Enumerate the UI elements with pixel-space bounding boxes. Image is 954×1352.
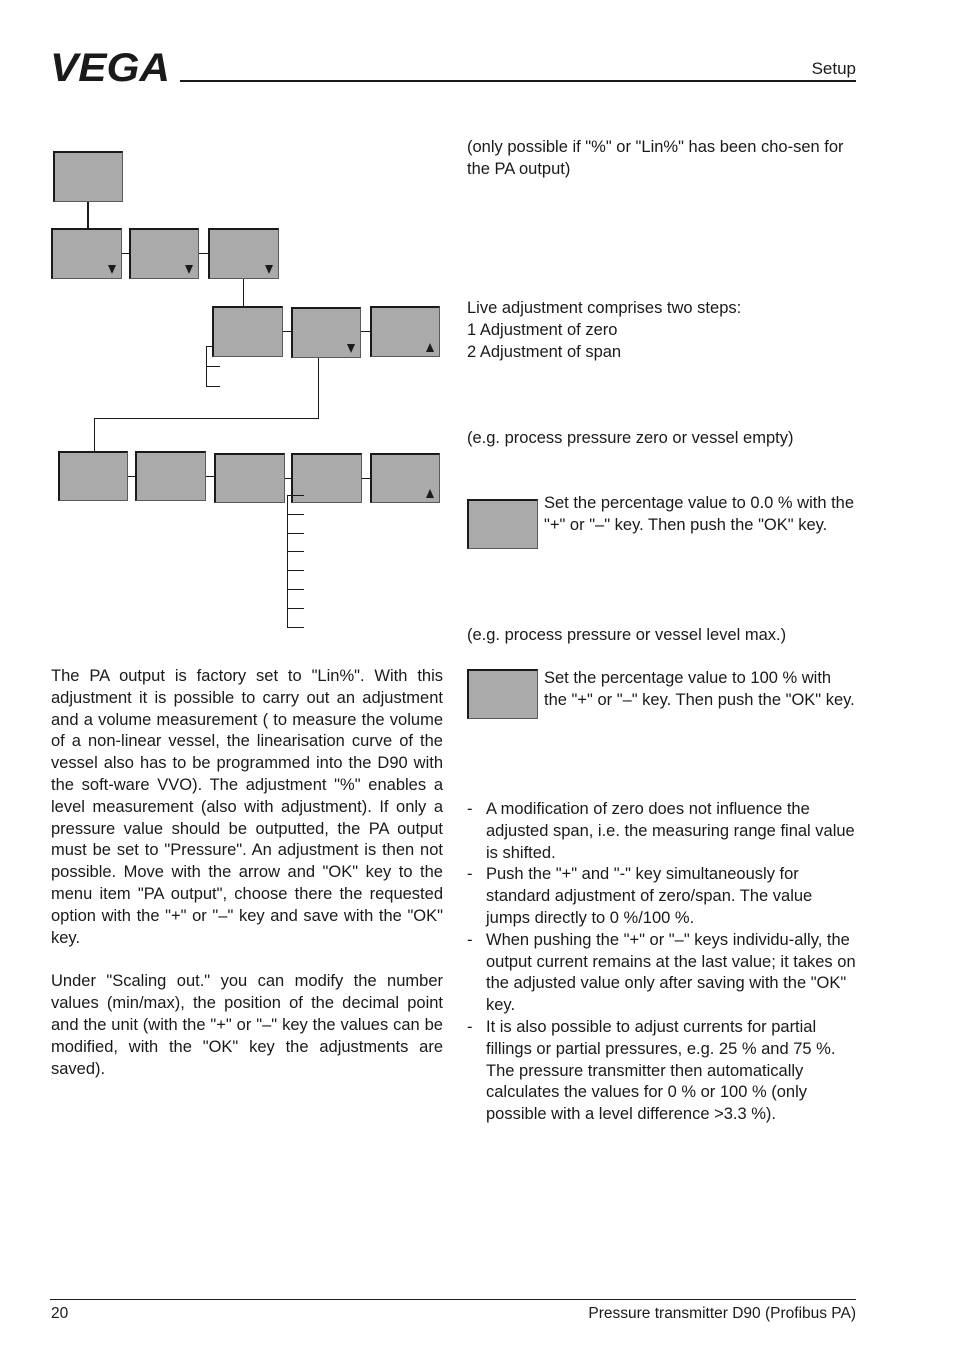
- footer-rule: [50, 1299, 856, 1300]
- menu-box-r2-2: [291, 307, 361, 358]
- span-instruction: Set the percentage value to 100 % with the "+" or "–" key. Then push the "OK" key.: [544, 669, 855, 709]
- span-example: (e.g. process pressure or vessel level max.): [467, 626, 787, 644]
- pa-output-paragraph: The PA output is factory set to "Lin%". With this adjustment it is possible to carry out an adjustment and a volume measurement ( to measure the volume of a non-linear vessel, the linearisation curve of the vessel also has to be programmed into the D90 with the soft-ware VVO). The adjustment "%" enables a level measurement (also with adjustment). If only a pressure value should be outputted, the PA output must be set to "Pressure". An adjustment is then not possible. Move with the arrow and "OK" key to the menu item "PA output", choose there the requested option with the "+" or "–" key and save with the "OK" key.: [51, 667, 443, 947]
- left-column: [51, 666, 443, 1080]
- notes-list: [467, 799, 857, 1126]
- list-item: - It is also possible to adjust currents for partial fillings or partial pressures, e.g. 25 % and 75 %. The pressure transmitter then automatically calculates the values for 0 % or 100 % (only possible with a level difference >3.3 %).: [467, 1017, 836, 1124]
- menu-box-r1-3: [208, 228, 279, 279]
- live-adjustment-intro: Live adjustment comprises two steps:: [467, 299, 742, 317]
- menu-box-r3-1: [58, 451, 128, 501]
- step-span: 2 Adjustment of span: [467, 342, 622, 361]
- menu-box-r1-2: [129, 228, 199, 279]
- menu-box-r1-1: [51, 228, 122, 279]
- menu-box-zero: [467, 499, 538, 549]
- scaling-paragraph: Under "Scaling out." you can modify the number values (min/max), the position of the decimal point and the unit (with the "+" or "–" key the values can be modified, with the "OK" key the adjustments are saved).: [51, 972, 443, 1078]
- list-item: - Push the "+" and "-" key simultaneously for standard adjustment of zero/span. The value jumps directly to 0 %/100 %.: [467, 865, 813, 927]
- arrow-down-icon: [108, 265, 116, 274]
- menu-box-r3-2: [135, 451, 206, 501]
- menu-box-r2-3: [370, 306, 440, 357]
- menu-box-r2-1: [212, 306, 283, 357]
- logo-text: VEGA: [50, 50, 170, 84]
- zero-example: (e.g. process pressure zero or vessel empty): [467, 429, 794, 447]
- arrow-up-icon: [426, 343, 434, 352]
- arrow-down-icon: [347, 344, 355, 353]
- arrow-up-icon: [426, 489, 434, 498]
- menu-box-r3-5: [370, 453, 440, 503]
- arrow-down-icon: [185, 265, 193, 274]
- header-rule: [180, 80, 856, 82]
- live-adjustment-block: [467, 298, 857, 363]
- list-item: - A modification of zero does not influence the adjusted span, i.e. the measuring range final value is shifted.: [467, 800, 855, 862]
- page-number: 20: [51, 1305, 69, 1322]
- menu-box-r3-3: [214, 453, 285, 503]
- step-zero: 1 Adjustment of zero: [467, 320, 618, 339]
- zero-instruction: Set the percentage value to 0.0 % with the "+" or "–" key. Then push the "OK" key.: [544, 494, 855, 534]
- pa-output-note: (only possible if "%" or "Lin%" has been cho-sen for the PA output): [467, 138, 844, 178]
- menu-box-root: [53, 151, 123, 202]
- arrow-down-icon: [265, 265, 273, 274]
- list-item: - When pushing the "+" or "–" keys individu-ally, the output current remains at the last value; it takes on the adjusted value only after saving with the "OK" key.: [467, 930, 856, 1015]
- section-title: Setup: [811, 59, 856, 78]
- vega-logo: [50, 50, 172, 84]
- menu-box-span: [467, 669, 538, 719]
- document-title: Pressure transmitter D90 (Profibus PA): [588, 1305, 856, 1322]
